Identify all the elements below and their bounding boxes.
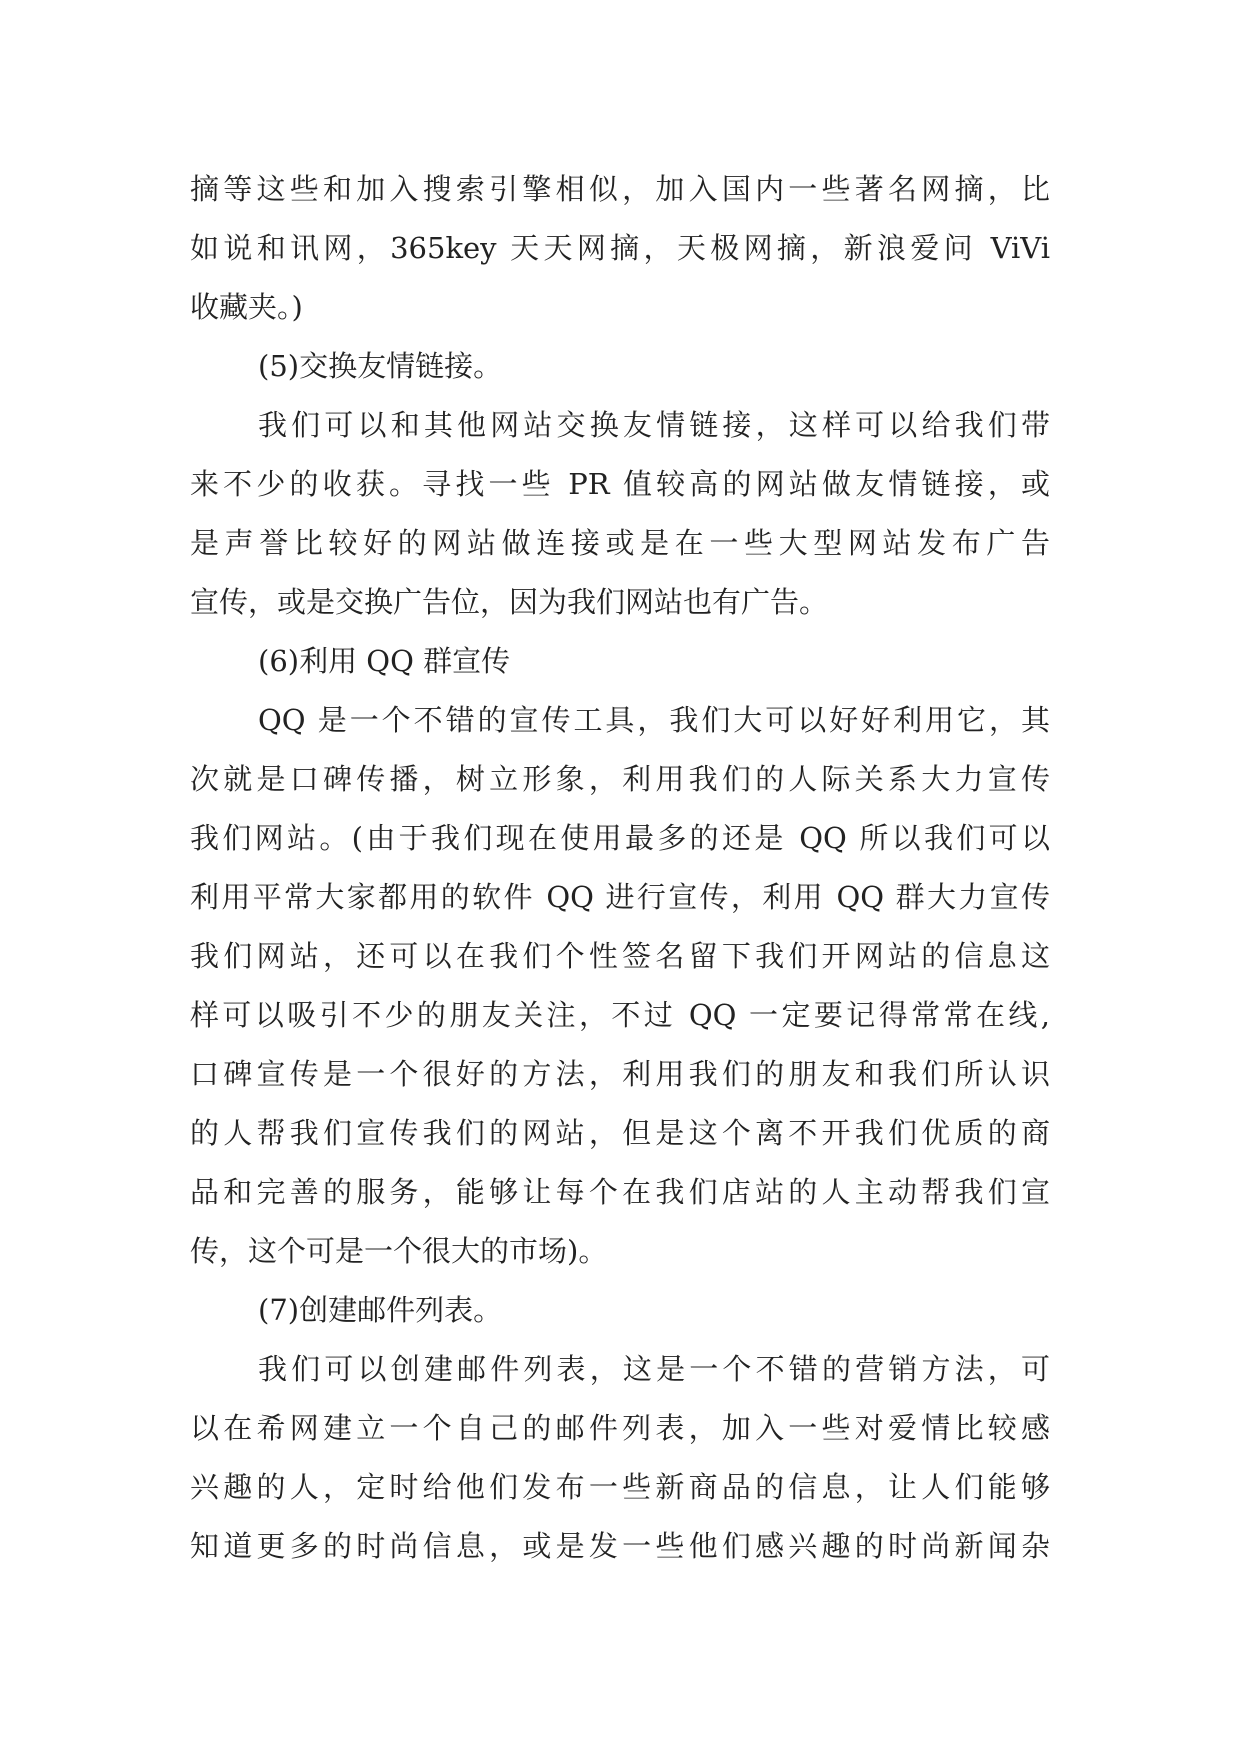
text-line: 样可以吸引不少的朋友关注，不过 QQ 一定要记得常常在线, xyxy=(190,998,1050,1032)
text-line: 是声誉比较好的网站做连接或是在一些大型网站发布广告 xyxy=(190,526,1050,560)
text-line: 品和完善的服务，能够让每个在我们店站的人主动帮我们宣 xyxy=(190,1175,1050,1209)
text-line: 知道更多的时尚信息，或是发一些他们感兴趣的时尚新闻杂 xyxy=(190,1529,1050,1563)
section-heading: (6)利用 QQ 群宣传 xyxy=(258,644,511,678)
text-line: 传，这个可是一个很大的市场)。 xyxy=(190,1234,608,1268)
text-line: 宣传，或是交换广告位，因为我们网站也有广告。 xyxy=(190,585,829,619)
text-line: 口碑宣传是一个很好的方法，利用我们的朋友和我们所认识 xyxy=(190,1057,1050,1091)
document-body xyxy=(190,160,1050,1576)
text-line: 我们可以和其他网站交换友情链接，这样可以给我们带 xyxy=(258,408,1050,442)
section-heading: (5)交换友情链接。 xyxy=(258,349,503,383)
section-heading: (7)创建邮件列表。 xyxy=(258,1293,503,1327)
text-line: 的人帮我们宣传我们的网站，但是这个离不开我们优质的商 xyxy=(190,1116,1050,1150)
text-line: 来不少的收获。寻找一些 PR 值较高的网站做友情链接，或 xyxy=(190,467,1050,501)
text-line: 我们可以创建邮件列表，这是一个不错的营销方法，可 xyxy=(258,1352,1050,1386)
text-line: 次就是口碑传播，树立形象，利用我们的人际关系大力宣传 xyxy=(190,762,1050,796)
text-line: 兴趣的人，定时给他们发布一些新商品的信息，让人们能够 xyxy=(190,1470,1050,1504)
text-line: 收藏夹。) xyxy=(190,290,303,324)
text-line: QQ 是一个不错的宣传工具，我们大可以好好利用它，其 xyxy=(258,703,1050,737)
text-line: 我们网站。(由于我们现在使用最多的还是 QQ 所以我们可以 xyxy=(190,821,1050,855)
text-line: 以在希网建立一个自己的邮件列表，加入一些对爱情比较感 xyxy=(190,1411,1050,1445)
text-line: 如说和讯网，365key 天天网摘，天极网摘，新浪爱问 ViVi xyxy=(190,231,1050,265)
text-line: 摘等这些和加入搜索引擎相似，加入国内一些著名网摘，比 xyxy=(190,172,1050,206)
text-line: 我们网站，还可以在我们个性签名留下我们开网站的信息这 xyxy=(190,939,1050,973)
text-line: 利用平常大家都用的软件 QQ 进行宣传，利用 QQ 群大力宣传 xyxy=(190,880,1050,914)
